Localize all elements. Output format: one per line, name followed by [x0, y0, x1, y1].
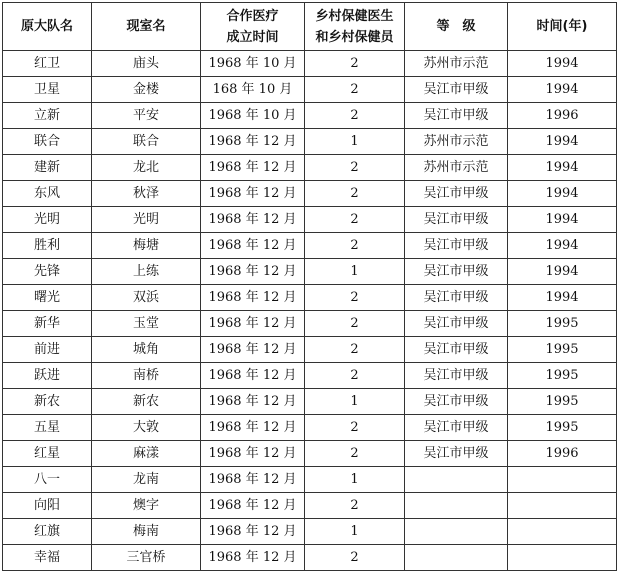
- cell-grade: [405, 467, 508, 493]
- header-year: 时间(年): [508, 3, 617, 51]
- cell-year: 1994: [508, 207, 617, 233]
- cell-established-date: 168 年 10 月: [201, 77, 305, 103]
- header-current-office: 现室名: [92, 3, 201, 51]
- cell-health-worker-count: 1: [305, 519, 405, 545]
- table-row: [3, 441, 617, 467]
- cell-grade: 吴江市甲级: [405, 389, 508, 415]
- cell-original-brigade: 跃进: [3, 363, 92, 389]
- cell-health-worker-count: 2: [305, 285, 405, 311]
- cell-health-worker-count: 2: [305, 103, 405, 129]
- cell-grade: 吴江市甲级: [405, 441, 508, 467]
- cell-year: 1995: [508, 311, 617, 337]
- header-established-date: [201, 3, 305, 51]
- cell-health-worker-count: 2: [305, 415, 405, 441]
- cell-established-date: 1968 年 12 月: [201, 493, 305, 519]
- cell-grade: 吴江市甲级: [405, 415, 508, 441]
- table-row: [3, 233, 617, 259]
- cell-health-worker-count: 1: [305, 259, 405, 285]
- cell-health-worker-count: 1: [305, 129, 405, 155]
- header-health-workers: [305, 3, 405, 51]
- cell-grade: [405, 519, 508, 545]
- cell-original-brigade: 建新: [3, 155, 92, 181]
- cell-grade: 吴江市甲级: [405, 103, 508, 129]
- cell-established-date: 1968 年 10 月: [201, 103, 305, 129]
- cell-current-office: 庙头: [92, 51, 201, 77]
- cell-original-brigade: 胜利: [3, 233, 92, 259]
- cell-health-worker-count: 2: [305, 207, 405, 233]
- cell-health-worker-count: 2: [305, 181, 405, 207]
- cell-current-office: 新农: [92, 389, 201, 415]
- cell-current-office: 平安: [92, 103, 201, 129]
- cell-original-brigade: 光明: [3, 207, 92, 233]
- table-header: [3, 3, 617, 51]
- document-page: [2, 2, 617, 571]
- cell-year: 1996: [508, 103, 617, 129]
- cell-health-worker-count: 2: [305, 311, 405, 337]
- cell-established-date: 1968 年 12 月: [201, 311, 305, 337]
- header-original-brigade: 原大队名: [3, 3, 92, 51]
- cell-established-date: 1968 年 12 月: [201, 467, 305, 493]
- cell-year: 1994: [508, 129, 617, 155]
- cell-established-date: 1968 年 12 月: [201, 337, 305, 363]
- cell-established-date: 1968 年 12 月: [201, 259, 305, 285]
- cell-current-office: 三官桥: [92, 545, 201, 571]
- header-established-line1: 合作医疗: [226, 8, 279, 24]
- cell-health-worker-count: 2: [305, 363, 405, 389]
- table-row: [3, 415, 617, 441]
- cell-current-office: 金楼: [92, 77, 201, 103]
- cell-health-worker-count: 1: [305, 467, 405, 493]
- cell-year: 1994: [508, 285, 617, 311]
- cell-current-office: 梅塘: [92, 233, 201, 259]
- table-row: [3, 545, 617, 571]
- header-established-line2: 成立时间: [226, 29, 279, 45]
- cell-grade: 吴江市甲级: [405, 337, 508, 363]
- cell-grade: [405, 493, 508, 519]
- cell-current-office: 联合: [92, 129, 201, 155]
- cell-established-date: 1968 年 12 月: [201, 285, 305, 311]
- cell-established-date: 1968 年 12 月: [201, 207, 305, 233]
- cell-original-brigade: 东风: [3, 181, 92, 207]
- cell-established-date: 1968 年 12 月: [201, 363, 305, 389]
- cell-current-office: 秋泽: [92, 181, 201, 207]
- cell-current-office: 南桥: [92, 363, 201, 389]
- table-row: [3, 155, 617, 181]
- cell-grade: 苏州市示范: [405, 129, 508, 155]
- cooperative-medical-table: [2, 2, 617, 571]
- table-row: [3, 389, 617, 415]
- cell-year: 1995: [508, 389, 617, 415]
- cell-grade: 吴江市甲级: [405, 363, 508, 389]
- cell-original-brigade: 联合: [3, 129, 92, 155]
- cell-grade: 吴江市甲级: [405, 311, 508, 337]
- cell-original-brigade: 先锋: [3, 259, 92, 285]
- cell-grade: [405, 545, 508, 571]
- table-row: [3, 103, 617, 129]
- cell-established-date: 1968 年 12 月: [201, 519, 305, 545]
- cell-established-date: 1968 年 12 月: [201, 129, 305, 155]
- table-row: [3, 363, 617, 389]
- cell-health-worker-count: 2: [305, 155, 405, 181]
- cell-grade: 吴江市甲级: [405, 181, 508, 207]
- header-grade: 等 级: [405, 3, 508, 51]
- cell-year: 1994: [508, 233, 617, 259]
- cell-original-brigade: 立新: [3, 103, 92, 129]
- cell-current-office: 城角: [92, 337, 201, 363]
- table-row: [3, 181, 617, 207]
- cell-current-office: 光明: [92, 207, 201, 233]
- table-row: [3, 467, 617, 493]
- cell-current-office: 麻漾: [92, 441, 201, 467]
- cell-original-brigade: 幸福: [3, 545, 92, 571]
- cell-grade: 苏州市示范: [405, 155, 508, 181]
- cell-health-worker-count: 2: [305, 51, 405, 77]
- cell-original-brigade: 新华: [3, 311, 92, 337]
- cell-grade: 吴江市甲级: [405, 233, 508, 259]
- cell-year: [508, 467, 617, 493]
- cell-health-worker-count: 2: [305, 77, 405, 103]
- cell-original-brigade: 新农: [3, 389, 92, 415]
- cell-established-date: 1968 年 12 月: [201, 415, 305, 441]
- table-row: [3, 129, 617, 155]
- cell-original-brigade: 红星: [3, 441, 92, 467]
- table-row: [3, 493, 617, 519]
- table-row: [3, 519, 617, 545]
- cell-year: 1995: [508, 415, 617, 441]
- table-row: [3, 337, 617, 363]
- cell-current-office: 双浜: [92, 285, 201, 311]
- cell-grade: 苏州市示范: [405, 51, 508, 77]
- cell-current-office: 大敦: [92, 415, 201, 441]
- cell-health-worker-count: 1: [305, 389, 405, 415]
- table-row: [3, 51, 617, 77]
- cell-established-date: 1968 年 12 月: [201, 233, 305, 259]
- table-body: [3, 51, 617, 571]
- cell-current-office: 玉堂: [92, 311, 201, 337]
- cell-original-brigade: 向阳: [3, 493, 92, 519]
- cell-year: 1995: [508, 337, 617, 363]
- cell-year: [508, 545, 617, 571]
- table-row: [3, 311, 617, 337]
- cell-year: 1995: [508, 363, 617, 389]
- cell-established-date: 1968 年 12 月: [201, 155, 305, 181]
- cell-year: 1994: [508, 155, 617, 181]
- cell-current-office: 梅南: [92, 519, 201, 545]
- cell-year: 1996: [508, 441, 617, 467]
- cell-current-office: 上练: [92, 259, 201, 285]
- cell-year: [508, 519, 617, 545]
- cell-year: 1994: [508, 181, 617, 207]
- cell-original-brigade: 前进: [3, 337, 92, 363]
- cell-year: 1994: [508, 77, 617, 103]
- cell-health-worker-count: 2: [305, 545, 405, 571]
- cell-year: 1994: [508, 259, 617, 285]
- cell-established-date: 1968 年 10 月: [201, 51, 305, 77]
- header-row: [3, 3, 617, 51]
- header-health-workers-line1: 乡村保健医生: [315, 8, 394, 24]
- header-health-workers-line2: 和乡村保健员: [315, 29, 394, 45]
- cell-grade: 吴江市甲级: [405, 207, 508, 233]
- table-row: [3, 259, 617, 285]
- cell-established-date: 1968 年 12 月: [201, 181, 305, 207]
- cell-original-brigade: 五星: [3, 415, 92, 441]
- cell-health-worker-count: 2: [305, 493, 405, 519]
- table-row: [3, 77, 617, 103]
- cell-established-date: 1968 年 12 月: [201, 389, 305, 415]
- cell-current-office: 龙南: [92, 467, 201, 493]
- cell-original-brigade: 红卫: [3, 51, 92, 77]
- cell-established-date: 1968 年 12 月: [201, 545, 305, 571]
- cell-grade: 吴江市甲级: [405, 77, 508, 103]
- cell-grade: 吴江市甲级: [405, 259, 508, 285]
- cell-year: [508, 493, 617, 519]
- cell-health-worker-count: 2: [305, 441, 405, 467]
- cell-health-worker-count: 2: [305, 337, 405, 363]
- cell-health-worker-count: 2: [305, 233, 405, 259]
- cell-current-office: 龙北: [92, 155, 201, 181]
- cell-original-brigade: 卫星: [3, 77, 92, 103]
- cell-current-office: 燠字: [92, 493, 201, 519]
- cell-original-brigade: 红旗: [3, 519, 92, 545]
- cell-year: 1994: [508, 51, 617, 77]
- cell-grade: 吴江市甲级: [405, 285, 508, 311]
- cell-established-date: 1968 年 12 月: [201, 441, 305, 467]
- table-row: [3, 207, 617, 233]
- table-row: [3, 285, 617, 311]
- cell-original-brigade: 曙光: [3, 285, 92, 311]
- cell-original-brigade: 八一: [3, 467, 92, 493]
